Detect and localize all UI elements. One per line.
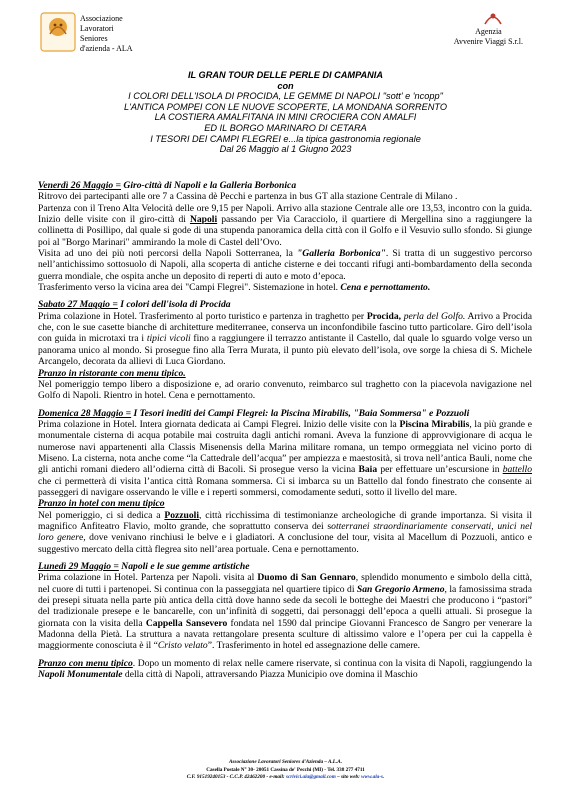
footer-address: Casella Postale N° 30- 20051 Cassina de' Pecchi (MI) - Tel. 338 277 4711 [206, 766, 365, 773]
paragraph: Ritrovo dei partecipanti alle ore 7 a Cassina dè Pecchi e partenza in bus GT alla stazione Centrale di Milano . [38, 191, 458, 203]
day-title: I colori dell'isola di Procida [117, 299, 231, 311]
website-link[interactable]: www.ala-s. [361, 774, 385, 781]
day-date: Lunedì 29 Maggio = [38, 561, 119, 572]
agency-line: Agenzia [475, 27, 502, 36]
text-run: Piscina Mirabilis [399, 418, 470, 430]
text-run: che ci permetterà di visita l’antica città Romana sommersa. Ci si imbarca su un Battello dal fondo finestrato che consente ai passeggeri di navigare osservando le ville e i reperti sommersi, comodamente seduti, sotto il livello del mare. [38, 475, 532, 498]
paragraph [38, 419, 532, 498]
paragraph [38, 658, 532, 681]
text-run: Trasferimento verso la vicina area dei "Campi Flegrei". Sistemazione in hotel. [38, 282, 341, 294]
text-run: tipici vicoli [146, 333, 191, 345]
text-run: Duomo di San Gennaro [257, 572, 356, 584]
title-line: con [277, 80, 294, 91]
email-link[interactable]: scrivici.ala@gmail.com [285, 774, 336, 781]
title-line: I TESORI DEI CAMPI FLEGREI e...la tipica gastronomia regionale [150, 133, 421, 144]
text-run: Napoli [189, 214, 218, 226]
text-run: Pozzuoli [164, 509, 199, 521]
footer-org: Associazione Lavoratori Seniores d'Azienda – A.L.A. [228, 759, 343, 765]
org-line: Associazione [80, 14, 123, 23]
text-run: della città di Napoli, attraversando Piazza Municipio ove domina il Maschio [122, 669, 418, 681]
text-run: Cena e pernottamento. [340, 282, 431, 294]
paragraph [38, 572, 532, 651]
text-run: – sito web: [335, 774, 362, 781]
text-run: Arrivo a Procida che, con le sue casette bianche di architetture mediterranee, conserva un inconfondibile fascino tutto particolare. Giro dell’isola con guida in microtaxi tra i [38, 310, 532, 345]
text-run: e, dove venivano rinchiusi le belve e i gladiatori. A conclusione del tour, visita al Macellum di Pozzuoli, antico e suggestivo mercato della città flegrea sito nell’area portuale. Cena e pernottamento. [38, 532, 532, 555]
meal-note: Pranzo in hotel con menu tipico [38, 498, 165, 510]
title-line: LA COSTIERA AMALFITANA IN MINI CROCIERA CON AMALFI [154, 112, 417, 123]
text-run: , la famosissima strada dei presepi situata nella parte più antica della città dove hanno sede da secoli le botteghe dei Maestri che producono i “pastori” del tradizionale presepe e le bancarelle, con un’infinità di soggetti, dai personaggi dell’epoca a quelli attuali. Si prosegue la giornata con la visita della [38, 583, 532, 629]
paragraph: Nel pomeriggio tempo libero a disposizione e, ad orario convenuto, reimbarco sul traghetto con la piacevola navigazione nel Golfo di Napoli. Rientro in hotel. Cena e pernottamento. [38, 378, 532, 402]
day-heading [38, 299, 532, 310]
text-run: Pranzo con menu tipico [38, 657, 133, 669]
text-run: "Galleria Borbonica" [296, 248, 386, 260]
text-run: battello [502, 464, 532, 476]
org-line: Seniores [80, 34, 108, 43]
paragraph [38, 248, 532, 282]
text-run: ”. Trasferimento in hotel ed assegnazione delle camere. [207, 640, 421, 652]
paragraph [38, 282, 532, 293]
title-line: I COLORI DELL'ISOLA DI PROCIDA, LE GEMME DI NAPOLI "sott' e 'ncopp" [128, 91, 443, 102]
paragraph [38, 203, 532, 248]
day-date: Domenica 28 Maggio = [38, 407, 132, 419]
text-run: , splendido monumento e simbolo della città, nel cuore di tutti i partenopei. Si continua con la passeggiata nel quartiere tipico di [38, 572, 532, 595]
text-run: fondata nel 1590 dal principe Giovanni Francesco de Sangro per venerare la Madonna della Pietà. La struttura a navata rettangolare presenta sculture di altissimo valore e l’opera per cui la cappella è maggiormente conosciuta è il “ [38, 617, 532, 652]
meal-note: Pranzo in ristorante con menu tipico. [38, 367, 186, 379]
text-run: Prima colazione in Hotel. Partenza per Napoli. visita al [38, 572, 258, 584]
text-run: San Gregorio Armeno [356, 583, 445, 595]
day-title: Giro-città di Napoli e la Galleria Borbonica [121, 180, 297, 191]
agency-line: Avvenire Viaggi S.r.l. [453, 37, 523, 46]
text-run: , la più grande e monumentale cisterna di acqua potabile mai costruita dagli antichi romani. Aveva la funzione di approvvigionare di acqua le numerose navi appartenenti alla Classis Misenensis della Marina militare romana, un tempo ormeggiata nel vicino porto di Miseno. La cisterna, nota anche come “la Cattedrale dell’acqua” per ampiezza e maestosità, si trova nell’antica Bauli, nome che gli antichi romani diedero all’odierna città di Bacoli. Si prosegue verso la vicina [38, 418, 532, 476]
text-run: fino a raggiungere il terrazzo antistante il Castello, dal quale lo sguardo volge verso un panorama unico al mondo. Si prosegue fino alla Terra Murata, il punto più elevato dell’isola, ove sorge la chiesa di S. Michele Arcangelo, decorata da allievi di Luca Giordano. [38, 333, 532, 368]
day-title: Napoli e le sue gemme artistiche [118, 561, 250, 572]
text-run: . Dopo un momento di relax nelle camere riservate, si continua con la visita di Napoli, raggiungendo la [132, 657, 532, 669]
footer-contacts [40, 774, 531, 782]
itinerary-body [38, 180, 532, 680]
day-title: I Tesori inediti dei Campi Flegrei: la Piscina Mirabilis, "Baia Sommersa" e Pozzuoli [131, 407, 470, 419]
text-run: passando per Via Caracciolo, il quartiere di Mergellina sino a raggiungere la collinetta di Posillipo, dal quale si gode di una stupenda panoramica della città con il Golfo e il Vesuvio sullo sfondo. Si giunge poi al "Borgo Marinari" ammirando la mole di Castel dell’Ovo. [38, 214, 532, 248]
text-run: Partenza con il Treno Alta Velocità delle ore 9,15 per Napoli. Arrivo alla stazione Centrale alle ore 13,53, incontro con la guida. Inizio delle visite con il giro-città di [38, 202, 532, 226]
text-run: Baia [358, 464, 378, 476]
title-line: Dal 26 Maggio al 1 Giugno 2023 [219, 144, 352, 155]
text-run: Prima colazione in Hotel. Trasferimento al porto turistico e partenza in traghetto per [38, 310, 367, 322]
text-run: otterranei straordinariamente conservati, unici nel loro gener [38, 520, 532, 544]
title-line: L'ANTICA POMPEI CON LE NUOVE SCOPERTE, LA MONDANA SORRENTO [123, 101, 448, 112]
footer [40, 759, 531, 782]
text-run: Nel pomeriggio, ci si dedica a [38, 509, 165, 521]
ala-logo [40, 12, 76, 52]
text-run: Prima colazione in Hotel. Intera giornata dedicata ai Campi Flegrei. Inizio delle visite con la [38, 418, 400, 430]
day-heading [38, 408, 532, 419]
text-run: Cristo velato [157, 640, 208, 652]
paragraph [38, 510, 532, 555]
text-run: per effettuare un’escursione in [377, 464, 503, 476]
tour-title [40, 70, 531, 155]
title-line: IL GRAN TOUR DELLE PERLE DI CAMPANIA [188, 70, 383, 80]
day-date: Venerdì 26 Maggio = [38, 180, 122, 191]
agency-logo [483, 8, 503, 26]
agency-name [454, 27, 523, 47]
text-run: Procida, [366, 310, 402, 322]
text-run: Napoli Monumentale [38, 669, 123, 681]
day-heading [38, 561, 532, 572]
org-line: Lavoratori [80, 24, 114, 33]
title-line: ED IL BORGO MARINARO DI CETARA [204, 122, 367, 133]
organization-name [80, 14, 133, 54]
org-line: d'azienda - ALA [80, 44, 133, 53]
text-run: perla del Golfo. [401, 310, 466, 322]
text-run: Cappella Sansevero [145, 617, 228, 629]
day-heading [38, 180, 532, 191]
day-date: Sabato 27 Maggio = [38, 299, 118, 311]
paragraph [38, 311, 532, 368]
text-run: , città ricchissima di testimonianze archeologiche di grande importanza. Si visita il magnifico Anfiteatro Flavio, molto grande, che soprattutto conserva dei s [38, 509, 532, 532]
text-run: . Si tratta di un suggestivo percorso nell’antichissimo sottosuolo di Napoli, alla scoperta di antiche cisterne e dei toccanti rifugi anti-bombardamento della seconda guerra mondiale, che ospita anche un deposito di reperti di auto e moto d’epoca. [38, 248, 532, 282]
text-run: C.F. 91519240153 - C.C.P. 42462200 - e-mail: [186, 774, 286, 781]
text-run: Visita ad uno dei più noti percorsi della Napoli Sotterranea, la [38, 248, 297, 260]
